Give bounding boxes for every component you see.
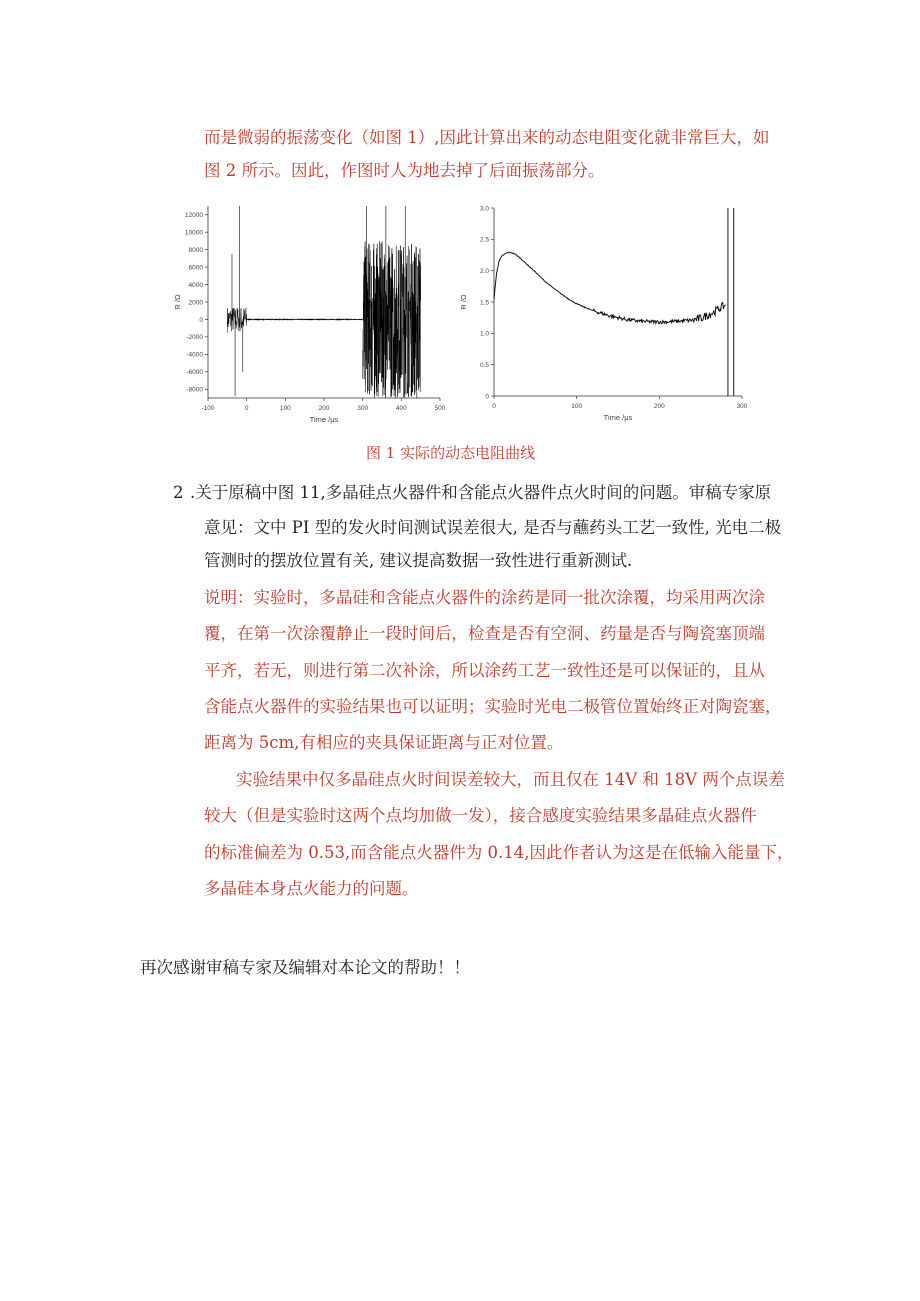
explain-line-3: 平齐，若无，则进行第二次补涂，所以涂药工艺一致性还是可以保证的，且从 — [204, 661, 765, 680]
y-axis-label: R /Ω — [459, 294, 468, 310]
item2-number: 2 — [173, 483, 184, 502]
explain-line-1: 说明：实验时，多晶硅和含能点火器件的涂药是同一批次涂覆，均采用两次涂 — [204, 588, 765, 607]
explain-line-4: 含能点火器件的实验结果也可以证明；实验时光电二极管位置始终正对陶瓷塞， — [204, 697, 782, 716]
item2-line-3: 管测时的摆放位置有关, 建议提高数据一致性进行重新测试. — [204, 551, 633, 570]
figure-caption: 图 1 实际的动态电阻曲线 — [366, 444, 536, 462]
x-tick-label: 200 — [653, 403, 665, 410]
y-tick-label: 2.5 — [479, 236, 489, 244]
series-segment — [247, 319, 363, 320]
item2-line-2: 意见：文中 PI 型的发火时间测试误差很大, 是否与蘸药头工艺一致性, 光电二极 — [204, 518, 782, 537]
thanks-line: 再次感谢审稿专家及编辑对本论文的帮助！！ — [140, 958, 470, 977]
x-tick-label: 300 — [736, 403, 748, 410]
result-line-3: 的标准偏差为 0.53,而含能点火器件为 0.14,因此作者认为这是在低输入能量下， — [204, 843, 794, 862]
y-tick-label: 8000 — [188, 246, 203, 254]
y-tick-label: 0.5 — [479, 361, 489, 369]
result-line-2: 较大（但是实验时这两个点均加做一发），接合感度实验结果多晶硅点火器件 — [204, 806, 757, 825]
y-tick-label: 0 — [485, 393, 489, 401]
y-axis-label: R /Ω — [173, 294, 182, 310]
series-segment — [363, 241, 421, 398]
y-tick-label: 4000 — [188, 281, 203, 289]
series-segment — [227, 308, 246, 333]
x-axis-label: Time /μs — [309, 415, 339, 424]
x-tick-label: 100 — [571, 403, 583, 410]
series-line — [494, 252, 726, 324]
resistance-chart-full — [170, 200, 450, 435]
x-tick-label: 300 — [357, 405, 369, 412]
x-tick-label: 100 — [279, 405, 291, 412]
y-tick-label: -4000 — [186, 351, 203, 359]
para-line-1: 而是微弱的振荡变化（如图 1）,因此计算出来的动态电阻变化就非常巨大，如 — [204, 128, 770, 147]
y-tick-label: -2000 — [186, 334, 203, 342]
y-tick-label: -8000 — [186, 386, 203, 394]
x-axis-label: Time /μs — [603, 413, 633, 422]
para-line-2: 图 2 所示。因此，作图时人为地去掉了后面振荡部分。 — [204, 161, 605, 180]
y-tick-label: 1.5 — [479, 299, 489, 307]
result-line-1: 实验结果中仅多晶硅点火时间误差较大，而且仅在 14V 和 18V 两个点误差 — [236, 770, 785, 789]
y-tick-label: 10000 — [184, 229, 203, 237]
x-tick-label: 200 — [318, 405, 330, 412]
y-tick-label: 2.0 — [479, 267, 489, 275]
y-tick-label: 6000 — [188, 264, 203, 272]
x-tick-label: -100 — [201, 405, 215, 412]
y-tick-label: 1.0 — [479, 330, 489, 338]
explain-line-5: 距离为 5cm,有相应的夹具保证距离与正对位置。 — [204, 733, 564, 752]
y-tick-label: 12000 — [184, 212, 203, 220]
resistance-chart-trimmed — [460, 200, 750, 435]
y-tick-label: 0 — [199, 316, 203, 324]
result-line-4: 多晶硅本身点火能力的问题。 — [204, 879, 419, 898]
explain-line-2: 覆，在第一次涂覆静止一段时间后，检查是否有空洞、药量是否与陶瓷塞顶端 — [204, 624, 765, 643]
x-tick-label: 0 — [244, 405, 249, 412]
x-tick-label: 500 — [434, 405, 446, 412]
y-tick-label: 2000 — [188, 299, 203, 307]
item2-line-1: .关于原稿中图 11,多晶硅点火器件和含能点火器件点火时间的问题。审稿专家原 — [190, 483, 772, 502]
x-tick-label: 400 — [395, 405, 407, 412]
y-tick-label: -6000 — [186, 369, 203, 377]
x-tick-label: 0 — [492, 403, 496, 410]
y-tick-label: 3.0 — [479, 205, 489, 213]
